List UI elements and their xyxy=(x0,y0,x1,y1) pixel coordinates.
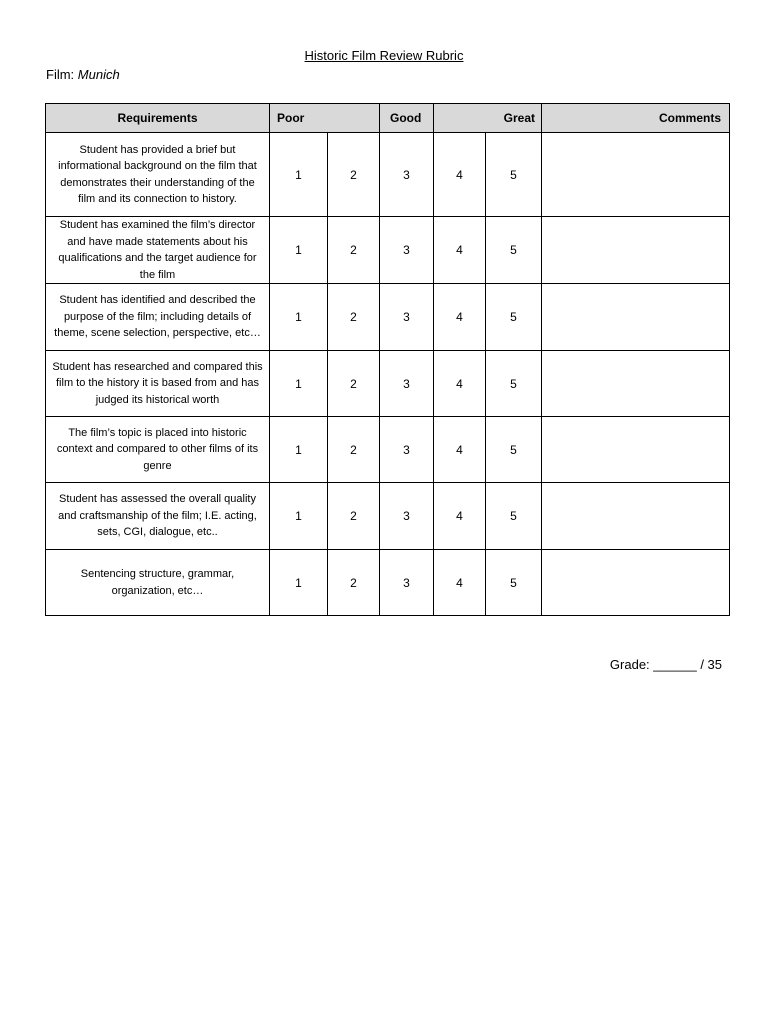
score-option[interactable]: 5 xyxy=(486,217,542,284)
comment-cell[interactable] xyxy=(542,351,730,417)
score-option[interactable]: 4 xyxy=(434,133,486,217)
requirement-text: Sentencing structure, grammar, organization, etc… xyxy=(46,550,270,616)
score-option[interactable]: 3 xyxy=(380,550,434,616)
score-option[interactable]: 4 xyxy=(434,351,486,417)
score-option[interactable]: 2 xyxy=(328,133,380,217)
grade-total: / 35 xyxy=(700,657,722,672)
score-option[interactable]: 2 xyxy=(328,550,380,616)
score-option[interactable]: 3 xyxy=(380,351,434,417)
document-title: Historic Film Review Rubric xyxy=(304,48,464,63)
score-option[interactable]: 1 xyxy=(270,351,328,417)
header-good: Good xyxy=(380,104,434,133)
rubric-row xyxy=(46,550,730,616)
score-option[interactable]: 1 xyxy=(270,550,328,616)
score-option[interactable]: 2 xyxy=(328,417,380,483)
header-poor: Poor xyxy=(270,104,380,133)
score-option[interactable]: 4 xyxy=(434,284,486,351)
requirement-text: Student has researched and compared this film to the history it is based from and has judged its historical worth xyxy=(46,351,270,417)
requirement-text: Student has assessed the overall quality and craftsmanship of the film; I.E. acting, sets, CGI, dialogue, etc.. xyxy=(46,483,270,550)
score-option[interactable]: 5 xyxy=(486,483,542,550)
score-option[interactable]: 1 xyxy=(270,483,328,550)
requirement-text: Student has identified and described the purpose of the film; including details of theme, scene selection, perspective, etc… xyxy=(46,284,270,351)
score-option[interactable]: 3 xyxy=(380,417,434,483)
requirement-text: Student has provided a brief but informational background on the film that demonstrates their understanding of the film and its connection to history. xyxy=(46,133,270,217)
rubric-body xyxy=(46,133,730,616)
requirement-text: Student has examined the film’s director and have made statements about his qualifications and the target audience for the film xyxy=(46,217,270,284)
score-option[interactable]: 5 xyxy=(486,417,542,483)
score-option[interactable]: 5 xyxy=(486,550,542,616)
score-option[interactable]: 3 xyxy=(380,133,434,217)
comment-cell[interactable] xyxy=(542,550,730,616)
requirement-text: The film’s topic is placed into historic context and compared to other films of its genre xyxy=(46,417,270,483)
score-option[interactable]: 1 xyxy=(270,284,328,351)
header-great: Great xyxy=(434,104,542,133)
comment-cell[interactable] xyxy=(542,284,730,351)
score-option[interactable]: 5 xyxy=(486,351,542,417)
rubric-row xyxy=(46,133,730,217)
film-label: Film: xyxy=(46,67,75,82)
comment-cell[interactable] xyxy=(542,483,730,550)
rubric-row xyxy=(46,483,730,550)
rubric-table xyxy=(45,103,730,616)
film-line xyxy=(46,67,120,82)
grade-label: Grade: xyxy=(609,657,650,672)
grade-blank: ______ xyxy=(653,657,697,672)
comment-cell[interactable] xyxy=(542,217,730,284)
score-option[interactable]: 1 xyxy=(270,217,328,284)
score-option[interactable]: 5 xyxy=(486,284,542,351)
rubric-row xyxy=(46,284,730,351)
score-option[interactable]: 3 xyxy=(380,217,434,284)
rubric-row xyxy=(46,351,730,417)
score-option[interactable]: 2 xyxy=(328,284,380,351)
comment-cell[interactable] xyxy=(542,133,730,217)
score-option[interactable]: 4 xyxy=(434,217,486,284)
header-comments: Comments xyxy=(542,104,730,133)
rubric-row xyxy=(46,217,730,284)
grade-line xyxy=(610,657,722,672)
score-option[interactable]: 4 xyxy=(434,417,486,483)
comment-cell[interactable] xyxy=(542,417,730,483)
film-name: Munich xyxy=(77,67,120,82)
score-option[interactable]: 3 xyxy=(380,284,434,351)
header-requirements: Requirements xyxy=(46,104,270,133)
score-option[interactable]: 2 xyxy=(328,483,380,550)
score-option[interactable]: 2 xyxy=(328,217,380,284)
score-option[interactable]: 3 xyxy=(380,483,434,550)
score-option[interactable]: 4 xyxy=(434,483,486,550)
score-option[interactable]: 2 xyxy=(328,351,380,417)
score-option[interactable]: 5 xyxy=(486,133,542,217)
score-option[interactable]: 1 xyxy=(270,133,328,217)
header-row xyxy=(46,104,730,133)
score-option[interactable]: 4 xyxy=(434,550,486,616)
score-option[interactable]: 1 xyxy=(270,417,328,483)
rubric-row xyxy=(46,417,730,483)
